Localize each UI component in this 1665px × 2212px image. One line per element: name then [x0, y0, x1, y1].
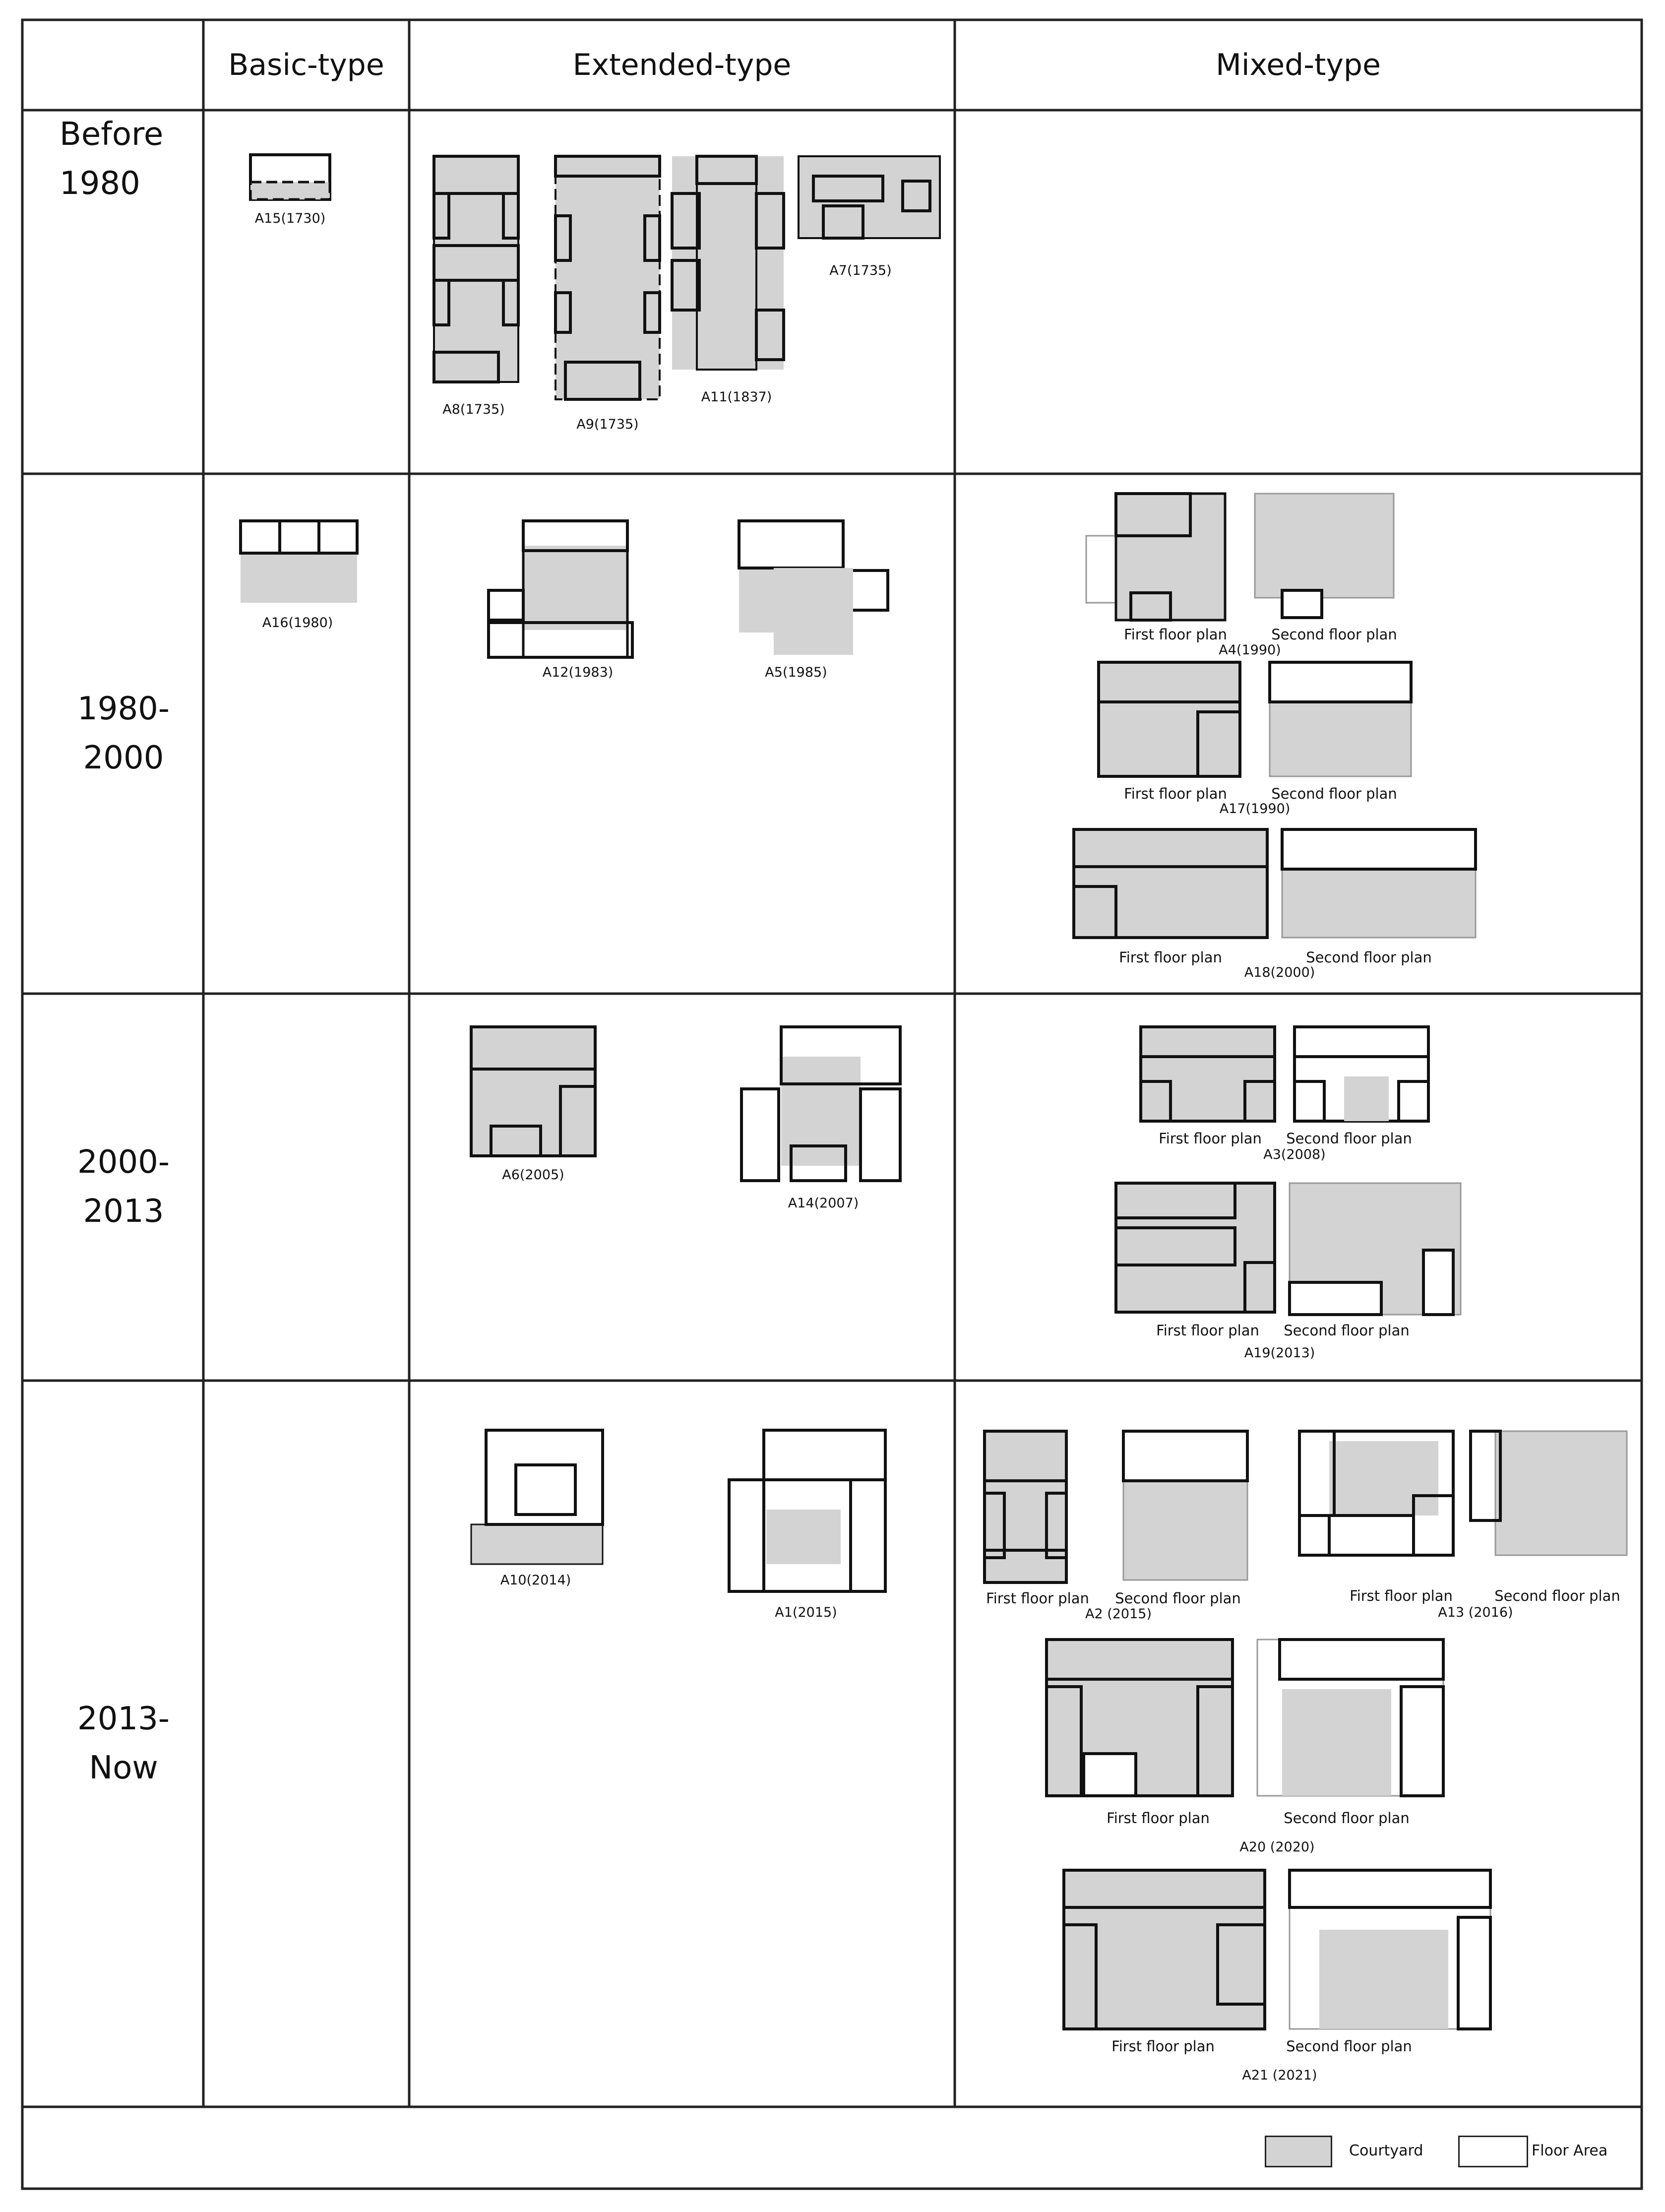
header-corner	[22, 20, 203, 110]
plan-a4-second	[1255, 494, 1394, 598]
plan-a17-second-drawing	[1270, 662, 1411, 776]
courtyard-area	[672, 156, 784, 370]
plan-a3-first	[1141, 1027, 1275, 1121]
caption-a6: A6(2005)	[502, 1167, 564, 1183]
plan-a14-drawing	[741, 1027, 903, 1181]
room-outline	[516, 1465, 575, 1515]
a21-first-floor-label: First floor plan	[1111, 2038, 1215, 2055]
room-outline	[1282, 829, 1476, 869]
caption-a13: A13 (2016)	[1438, 1605, 1513, 1620]
plan-a19-first-drawing	[1116, 1183, 1275, 1312]
courtyard-area	[1141, 1027, 1275, 1121]
header-mixed-type: Mixed-type	[1216, 48, 1381, 82]
period-line1: Before	[60, 116, 164, 153]
room-outline	[1123, 1431, 1247, 1481]
caption-a9: A9(1735)	[576, 417, 639, 432]
legend-floor-area-label: Floor Area	[1532, 2142, 1608, 2159]
caption-a5: A5(1985)	[765, 665, 827, 680]
room-outline	[1084, 1754, 1136, 1796]
room-outline	[741, 1089, 779, 1181]
plan-a16	[241, 521, 357, 603]
plan-a13-first-drawing	[1299, 1431, 1453, 1555]
caption-a11: A11(1837)	[701, 389, 772, 405]
plan-a18-second	[1282, 829, 1476, 938]
plan-a6-drawing	[471, 1027, 595, 1156]
plan-a19-second-drawing	[1290, 1183, 1461, 1315]
plan-a13-second-drawing	[1471, 1431, 1627, 1555]
room-outline	[1086, 536, 1116, 603]
room-outline	[489, 590, 523, 620]
room-outline	[851, 1480, 885, 1591]
plan-a14	[741, 1027, 903, 1181]
courtyard-area	[434, 156, 518, 382]
plan-a15-drawing	[250, 155, 330, 199]
plan-a5	[739, 521, 888, 655]
courtyard-area	[1099, 662, 1240, 776]
plan-a2-first-drawing	[985, 1431, 1066, 1582]
courtyard-area	[250, 182, 330, 199]
room-outline	[848, 570, 888, 610]
a3-first-floor-label: First floor plan	[1159, 1130, 1262, 1147]
a13-second-floor-label: Second floor plan	[1494, 1587, 1620, 1604]
caption-a14: A14(2007)	[788, 1196, 859, 1211]
plan-a18-first	[1074, 829, 1267, 938]
courtyard-area	[985, 1431, 1066, 1582]
plan-a15	[250, 155, 330, 199]
a17-second-floor-label: Second floor plan	[1271, 785, 1397, 802]
room-outline	[1458, 1917, 1490, 2029]
room-outline	[241, 521, 357, 553]
courtyard-area	[781, 1057, 861, 1166]
caption-a3: A3(2008)	[1263, 1147, 1326, 1162]
plan-a20-first-drawing	[1047, 1640, 1233, 1796]
caption-a1: A1(2015)	[775, 1605, 837, 1620]
a3-second-floor-label: Second floor plan	[1286, 1130, 1412, 1147]
room-outline	[1299, 1431, 1334, 1516]
room-outline	[1270, 662, 1411, 702]
plan-a17-first-drawing	[1099, 662, 1240, 776]
plan-a6	[471, 1027, 595, 1156]
room-outline	[1295, 1027, 1428, 1057]
caption-a2: A2 (2015)	[1085, 1606, 1152, 1622]
plan-a3-second	[1295, 1027, 1428, 1121]
courtyard-area	[1282, 1689, 1391, 1796]
caption-a21: A21 (2021)	[1242, 2068, 1317, 2083]
legend-courtyard-label: Courtyard	[1349, 2142, 1423, 2159]
courtyard-area	[774, 568, 853, 655]
plan-a4-second-drawing	[1255, 494, 1394, 598]
header-basic-type: Basic-type	[228, 48, 384, 82]
plan-a2-second-drawing	[1123, 1431, 1247, 1580]
plan-a12	[489, 521, 632, 657]
a18-second-floor-label: Second floor plan	[1306, 949, 1432, 966]
courtyard-area	[1344, 1076, 1389, 1121]
a13-first-floor-label: First floor plan	[1350, 1587, 1453, 1604]
period-2000-2013: 2000-2013	[77, 1143, 170, 1230]
courtyard-area	[1319, 1930, 1448, 2029]
a19-second-floor-label: Second floor plan	[1284, 1322, 1410, 1339]
plan-a10-drawing	[471, 1430, 603, 1564]
courtyard-area	[766, 1510, 841, 1564]
plan-a16-drawing	[241, 521, 357, 603]
plan-a19-first	[1116, 1183, 1275, 1312]
period-2013-now: 2013-Now	[77, 1700, 170, 1786]
courtyard-area	[471, 1524, 603, 1564]
room-outline	[1295, 1081, 1324, 1121]
plan-a21-second	[1290, 1870, 1490, 2029]
plan-a2-first	[985, 1431, 1066, 1582]
room-outline	[1282, 590, 1322, 618]
courtyard-area	[1495, 1431, 1627, 1555]
a2-second-floor-label: Second floor plan	[1115, 1590, 1241, 1607]
legend-floor-area-swatch	[1458, 2136, 1528, 2167]
period-line2: 1980	[60, 165, 140, 202]
plan-a13-first	[1299, 1431, 1453, 1555]
plan-a7	[799, 156, 940, 238]
plan-a3-second-drawing	[1295, 1027, 1428, 1121]
room-outline	[1399, 1081, 1428, 1121]
plan-a12-drawing	[489, 521, 632, 657]
courtyard-area	[1047, 1640, 1233, 1796]
plan-a20-second-drawing	[1257, 1640, 1443, 1796]
caption-a18: A18(2000)	[1244, 965, 1315, 980]
room-outline	[1401, 1687, 1443, 1796]
plan-a1	[729, 1430, 885, 1591]
plan-a10	[471, 1430, 603, 1564]
plan-a7-drawing	[799, 156, 940, 238]
a20-first-floor-label: First floor plan	[1107, 1810, 1210, 1827]
room-outline	[764, 1430, 885, 1480]
a4-second-floor-label: Second floor plan	[1271, 626, 1397, 643]
plan-a5-drawing	[739, 521, 888, 655]
room-outline	[729, 1480, 764, 1591]
room-outline	[1290, 1282, 1381, 1315]
a19-first-floor-label: First floor plan	[1156, 1322, 1259, 1339]
caption-a17: A17(1990)	[1219, 801, 1291, 817]
plan-a3-first-drawing	[1141, 1027, 1275, 1121]
a18-first-floor-label: First floor plan	[1119, 949, 1222, 966]
room-outline	[1290, 1870, 1490, 1907]
plan-a11-drawing	[672, 156, 784, 370]
plan-a8	[434, 156, 518, 382]
plan-a20-first	[1047, 1640, 1233, 1796]
courtyard-area	[1074, 829, 1267, 938]
courtyard-area	[1255, 494, 1394, 598]
plan-a4-first	[1086, 494, 1225, 620]
room-outline	[318, 521, 319, 553]
plan-a21-first	[1064, 1870, 1265, 2029]
courtyard-area	[799, 156, 940, 238]
plan-a9	[555, 156, 660, 399]
caption-a15: A15(1730)	[254, 211, 326, 226]
courtyard-area	[1123, 1481, 1247, 1580]
plan-a18-second-drawing	[1282, 829, 1476, 938]
courtyard-area	[1329, 1441, 1438, 1516]
legend-courtyard-swatch	[1265, 2136, 1332, 2167]
period-1980-2000: 1980-2000	[77, 690, 170, 776]
room-outline	[1423, 1250, 1453, 1315]
plan-a18-first-drawing	[1074, 829, 1267, 938]
a2-first-floor-label: First floor plan	[986, 1590, 1089, 1607]
room-outline	[1280, 1640, 1443, 1679]
plan-a13-second	[1471, 1431, 1627, 1555]
plan-a21-first-drawing	[1064, 1870, 1265, 2029]
room-outline	[739, 521, 843, 568]
plan-a11	[672, 156, 784, 370]
caption-a12: A12(1983)	[542, 665, 614, 680]
courtyard-area	[1116, 1183, 1275, 1312]
a21-second-floor-label: Second floor plan	[1286, 2038, 1412, 2055]
a4-first-floor-label: First floor plan	[1124, 626, 1227, 643]
plan-a8-drawing	[434, 156, 518, 382]
plan-a4-first-drawing	[1086, 494, 1225, 620]
header-extended-type: Extended-type	[572, 48, 792, 82]
courtyard-area	[523, 546, 627, 630]
room-outline	[861, 1089, 900, 1181]
room-outline	[1329, 1516, 1414, 1555]
caption-a10: A10(2014)	[500, 1573, 571, 1588]
plan-a19-second	[1290, 1183, 1461, 1315]
caption-a20: A20 (2020)	[1239, 1839, 1315, 1855]
plan-a9-drawing	[555, 156, 660, 399]
plan-a2-second	[1123, 1431, 1247, 1580]
a17-first-floor-label: First floor plan	[1124, 785, 1227, 802]
caption-a19: A19(2013)	[1244, 1345, 1315, 1361]
a20-second-floor-label: Second floor plan	[1284, 1810, 1410, 1827]
plan-a1-drawing	[729, 1430, 885, 1591]
period-before-1980	[60, 110, 203, 474]
plan-a17-second	[1270, 662, 1411, 776]
plan-a21-second-drawing	[1290, 1870, 1490, 2029]
plan-a17-first	[1099, 662, 1240, 776]
caption-a7: A7(1735)	[829, 263, 892, 278]
caption-a16: A16(1980)	[262, 615, 333, 631]
plan-a20-second	[1257, 1640, 1443, 1796]
caption-a8: A8(1735)	[442, 402, 505, 417]
caption-a4: A4(1990)	[1219, 642, 1281, 658]
room-outline	[279, 521, 280, 553]
